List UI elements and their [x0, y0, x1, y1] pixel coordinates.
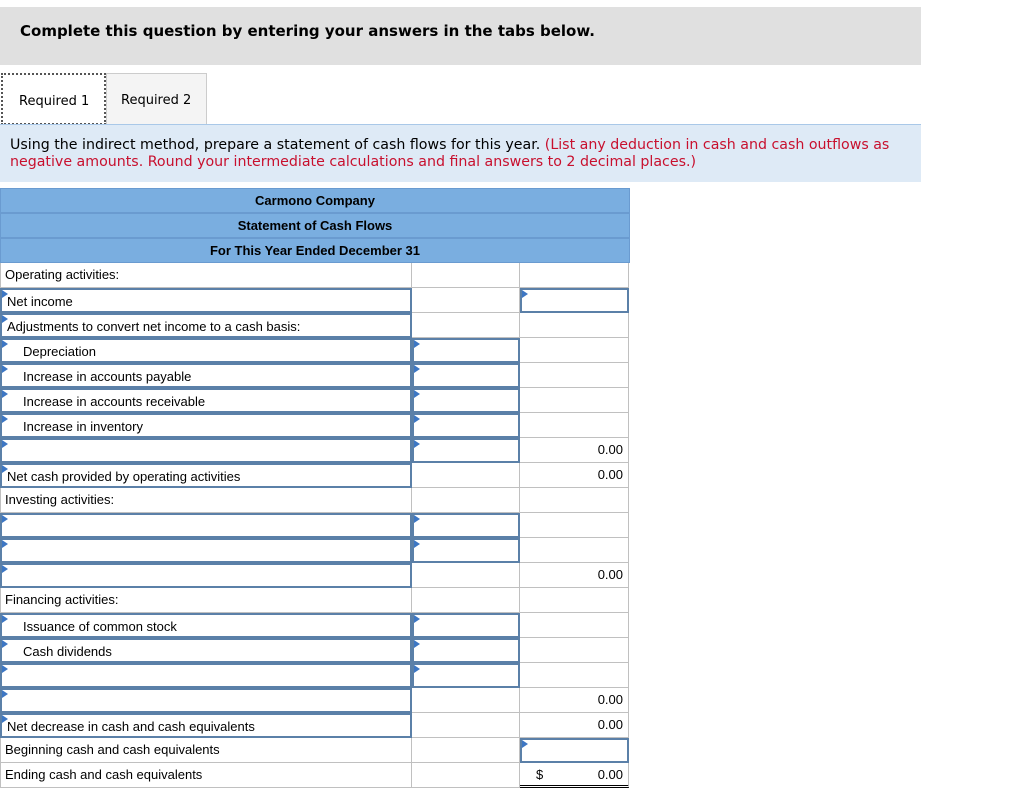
increase-ar-amount-input[interactable]	[412, 388, 520, 413]
net-decrease-total: 0.00	[520, 713, 629, 738]
cell	[412, 563, 520, 588]
financing-blank-label-input[interactable]	[0, 663, 412, 688]
investing-2-label-input[interactable]	[0, 538, 412, 563]
instruction-main: Using the indirect method, prepare a statement of cash flows for this year.	[10, 137, 541, 153]
cell	[412, 738, 520, 763]
question-instructions	[0, 125, 921, 182]
increase-ap-text: Increase in accounts payable	[23, 369, 192, 384]
cell	[412, 688, 520, 713]
financing-total: 0.00	[520, 688, 629, 713]
increase-inventory-amount-input[interactable]	[412, 413, 520, 438]
increase-inventory-label-input[interactable]	[0, 413, 412, 438]
cell	[412, 288, 520, 313]
instruction-note: (List any deduction in cash and cash outflows as negative amounts. Round your intermediate calculations and final answers to 2 decimal places.)	[10, 137, 890, 170]
statement-title-header: Statement of Cash Flows	[0, 213, 630, 238]
row-depreciation	[0, 338, 630, 363]
dropdown-indicator-icon	[2, 540, 8, 548]
net-operating-label-input[interactable]	[0, 463, 412, 488]
dropdown-indicator-icon	[2, 390, 8, 398]
row-issuance-common-stock	[0, 613, 630, 638]
input-indicator-icon	[414, 340, 420, 348]
company-name-header: Carmono Company	[0, 188, 630, 213]
row-financing-total	[0, 688, 630, 713]
row-investing-1	[0, 513, 630, 538]
dropdown-indicator-icon	[2, 640, 8, 648]
beginning-cash-amount-input[interactable]	[520, 738, 629, 763]
row-operating-header	[0, 263, 630, 288]
row-beginning-cash	[0, 738, 630, 763]
input-indicator-icon	[414, 365, 420, 373]
dropdown-indicator-icon	[2, 290, 8, 298]
ending-cash-value: 0.00	[597, 767, 623, 782]
net-income-amount-input[interactable]	[520, 288, 629, 313]
dropdown-indicator-icon	[2, 615, 8, 623]
dropdown-indicator-icon	[2, 565, 8, 573]
cell	[412, 313, 520, 338]
depreciation-text: Depreciation	[23, 344, 96, 359]
cell	[520, 538, 629, 563]
investing-2-amount-input[interactable]	[412, 538, 520, 563]
cell	[520, 413, 629, 438]
cell	[520, 638, 629, 663]
financing-blank-amount-input[interactable]	[412, 663, 520, 688]
row-investing-total	[0, 563, 630, 588]
input-indicator-icon	[414, 415, 420, 423]
input-indicator-icon	[414, 665, 420, 673]
banner-text: Complete this question by entering your answers in the tabs below.	[20, 22, 595, 40]
row-increase-inventory	[0, 413, 630, 438]
investing-1-amount-input[interactable]	[412, 513, 520, 538]
blank-adjustment-amount-input[interactable]	[412, 438, 520, 463]
cell	[520, 488, 629, 513]
row-investing-2	[0, 538, 630, 563]
dropdown-indicator-icon	[2, 715, 8, 723]
financing-activities-label: Financing activities:	[0, 588, 412, 613]
currency-symbol: $	[536, 767, 544, 782]
cell	[412, 713, 520, 738]
issuance-label-input[interactable]	[0, 613, 412, 638]
investing-activities-label: Investing activities:	[0, 488, 412, 513]
increase-inventory-text: Increase in inventory	[23, 419, 143, 434]
tab-required-1[interactable]	[1, 73, 106, 125]
dropdown-indicator-icon	[2, 465, 8, 473]
investing-total-label-input[interactable]	[0, 563, 412, 588]
dropdown-indicator-icon	[2, 365, 8, 373]
row-ending-cash	[0, 763, 630, 788]
input-indicator-icon	[414, 390, 420, 398]
tab-required-1-label: Required 1	[19, 94, 90, 109]
dropdown-indicator-icon	[2, 665, 8, 673]
cell	[412, 488, 520, 513]
increase-ap-amount-input[interactable]	[412, 363, 520, 388]
cell	[520, 338, 629, 363]
financing-total-label-input[interactable]	[0, 688, 412, 713]
depreciation-amount-input[interactable]	[412, 338, 520, 363]
input-indicator-icon	[414, 640, 420, 648]
dropdown-indicator-icon	[2, 440, 8, 448]
dividends-label-input[interactable]	[0, 638, 412, 663]
row-adjustments-header	[0, 313, 630, 338]
cell	[520, 313, 629, 338]
row-increase-ar	[0, 388, 630, 413]
dropdown-indicator-icon	[2, 315, 8, 323]
cell	[520, 363, 629, 388]
row-net-income	[0, 288, 630, 313]
cell	[520, 613, 629, 638]
input-indicator-icon	[414, 615, 420, 623]
cell	[412, 463, 520, 488]
depreciation-label-input[interactable]	[0, 338, 412, 363]
period-header: For This Year Ended December 31	[0, 238, 630, 263]
input-indicator-icon	[522, 290, 528, 298]
beginning-cash-label: Beginning cash and cash equivalents	[0, 738, 412, 763]
cell	[520, 513, 629, 538]
issuance-text: Issuance of common stock	[23, 619, 177, 634]
cell	[412, 763, 520, 788]
issuance-amount-input[interactable]	[412, 613, 520, 638]
row-blank-adjustment	[0, 438, 630, 463]
increase-ar-text: Increase in accounts receivable	[23, 394, 206, 409]
dropdown-indicator-icon	[2, 515, 8, 523]
increase-ap-label-input[interactable]	[0, 363, 412, 388]
tab-required-2-label: Required 2	[121, 93, 192, 108]
row-net-operating	[0, 463, 630, 488]
net-decrease-text: Net decrease in cash and cash equivalents	[7, 719, 255, 734]
investing-total: 0.00	[520, 563, 629, 588]
input-indicator-icon	[522, 740, 528, 748]
net-income-text: Net income	[7, 294, 73, 309]
input-indicator-icon	[414, 440, 420, 448]
net-income-label-input[interactable]	[0, 288, 412, 313]
input-indicator-icon	[414, 515, 420, 523]
adjustments-text: Adjustments to convert net income to a cash basis:	[7, 319, 301, 334]
dividends-amount-input[interactable]	[412, 638, 520, 663]
row-net-decrease	[0, 713, 630, 738]
operating-activities-label: Operating activities:	[0, 263, 412, 288]
row-investing-header	[0, 488, 630, 513]
cell	[520, 588, 629, 613]
tab-required-2[interactable]	[106, 73, 207, 125]
ending-cash-label: Ending cash and cash equivalents	[0, 763, 412, 788]
dropdown-indicator-icon	[2, 690, 8, 698]
input-indicator-icon	[414, 540, 420, 548]
cell	[412, 263, 520, 288]
cell	[520, 388, 629, 413]
operating-adjustments-subtotal: 0.00	[520, 438, 629, 463]
adjustments-label-input[interactable]	[0, 313, 412, 338]
dropdown-indicator-icon	[2, 415, 8, 423]
investing-1-label-input[interactable]	[0, 513, 412, 538]
instructions-banner	[0, 7, 921, 65]
net-decrease-label-input[interactable]	[0, 713, 412, 738]
dropdown-indicator-icon	[2, 340, 8, 348]
net-operating-total: 0.00	[520, 463, 629, 488]
cell	[412, 588, 520, 613]
row-increase-ap	[0, 363, 630, 388]
dividends-text: Cash dividends	[23, 644, 112, 659]
increase-ar-label-input[interactable]	[0, 388, 412, 413]
row-financing-blank	[0, 663, 630, 688]
row-cash-dividends	[0, 638, 630, 663]
ending-cash-total	[520, 763, 629, 788]
net-operating-text: Net cash provided by operating activities	[7, 469, 241, 484]
cell	[520, 263, 629, 288]
row-financing-header	[0, 588, 630, 613]
blank-adjustment-label-input[interactable]	[0, 438, 412, 463]
cell	[520, 663, 629, 688]
